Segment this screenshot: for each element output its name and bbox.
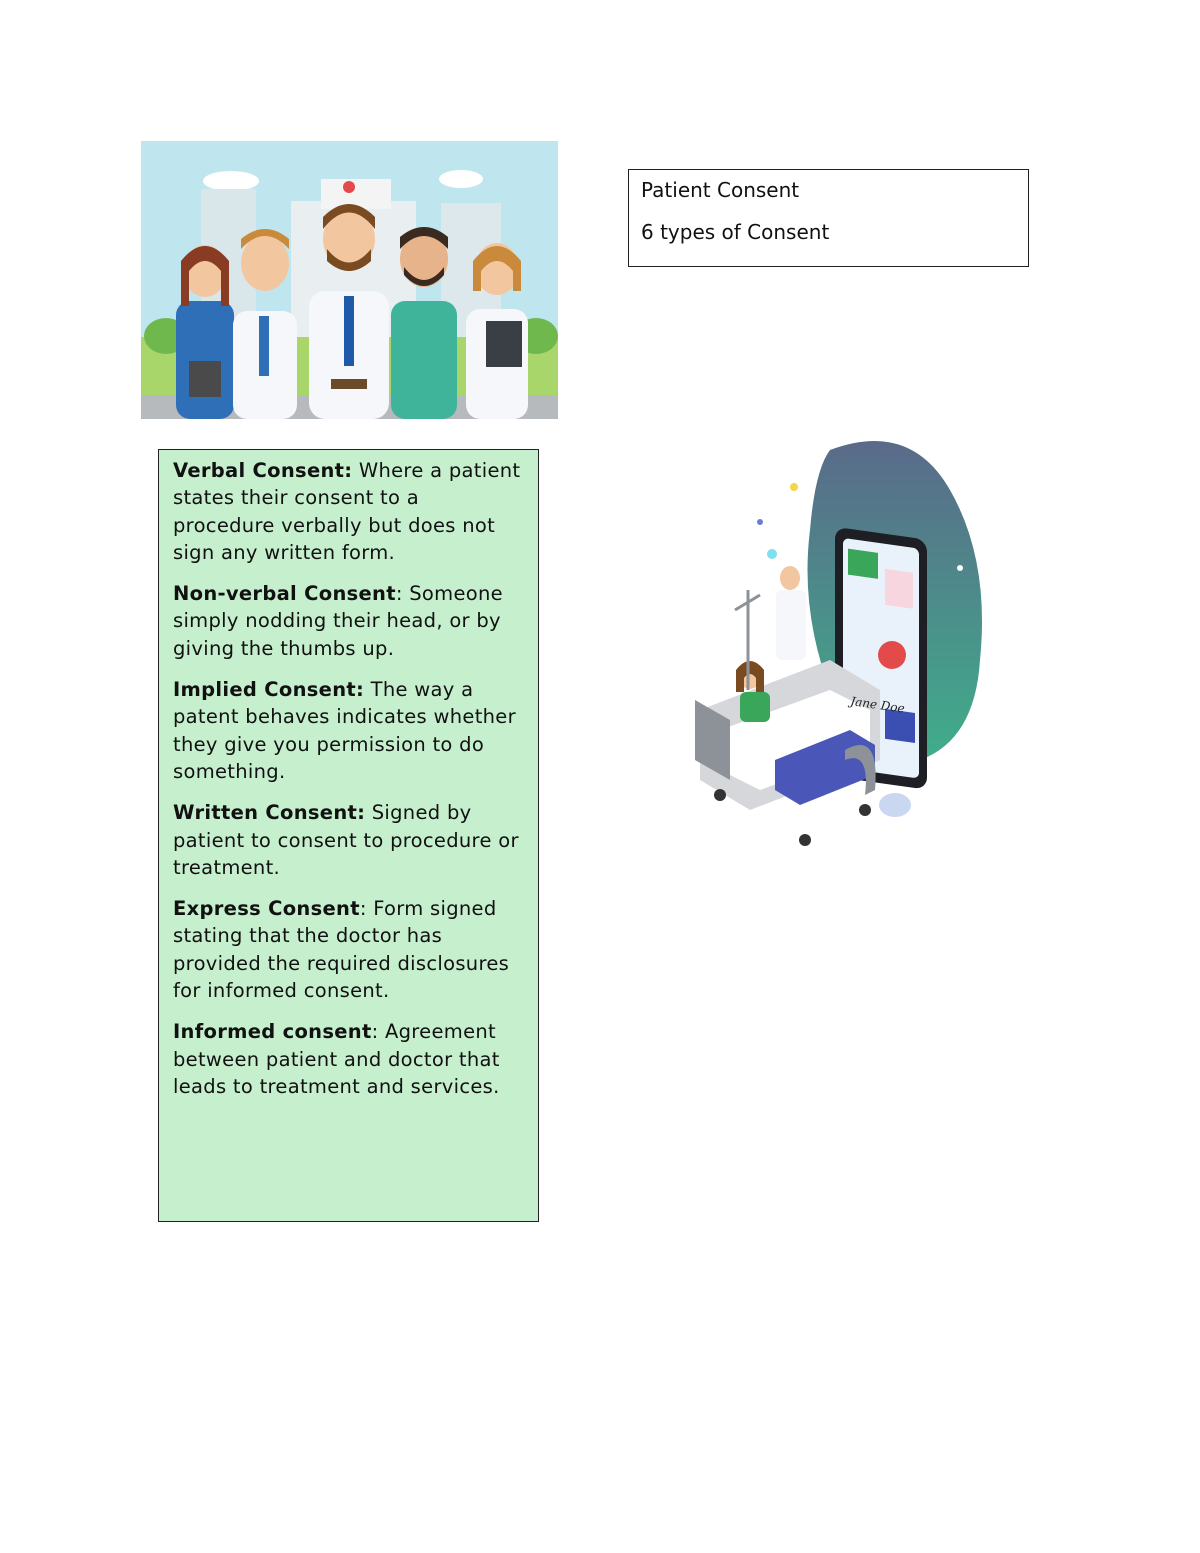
- consent-types-box: [158, 449, 539, 1222]
- consent-item-verbal: [173, 457, 524, 566]
- consent-description: The way a patent behaves indicates whether they give you permission to do something.: [173, 678, 516, 783]
- medical-staff-illustration: [141, 141, 558, 419]
- consent-item-written: [173, 799, 524, 881]
- page-subtitle: 6 types of Consent: [641, 220, 830, 244]
- consent-term: Express Consent: [173, 897, 360, 921]
- hospital-bed-telehealth-illustration: [680, 430, 1000, 885]
- consent-term: Verbal Consent:: [173, 459, 353, 482]
- consent-item-non-verbal: [173, 580, 524, 662]
- consent-item-informed: [173, 1018, 524, 1100]
- consent-description: : Form signed stating that the doctor has provided the required disclosures for informed consent.: [173, 897, 510, 1003]
- consent-item-express: [173, 895, 524, 1004]
- consent-description: Where a patient states their consent to a procedure verbally but does not sign any written form.: [173, 459, 521, 564]
- consent-description: : Agreement between patient and doctor that leads to treatment and services.: [173, 1020, 500, 1098]
- consent-term: Non-verbal Consent: [173, 582, 396, 606]
- page-title: Patient Consent: [641, 178, 800, 202]
- consent-description: Signed by patient to consent to procedure or treatment.: [173, 801, 519, 879]
- consent-term: Written Consent:: [173, 801, 366, 825]
- title-box: [628, 169, 1029, 267]
- consent-term: Implied Consent:: [173, 678, 365, 702]
- signature-text: Jane Doe: [849, 694, 906, 716]
- consent-term: Informed consent: [173, 1020, 372, 1044]
- consent-item-implied: [173, 676, 524, 785]
- consent-description: : Someone simply nodding their head, or by giving the thumbs up.: [173, 582, 503, 660]
